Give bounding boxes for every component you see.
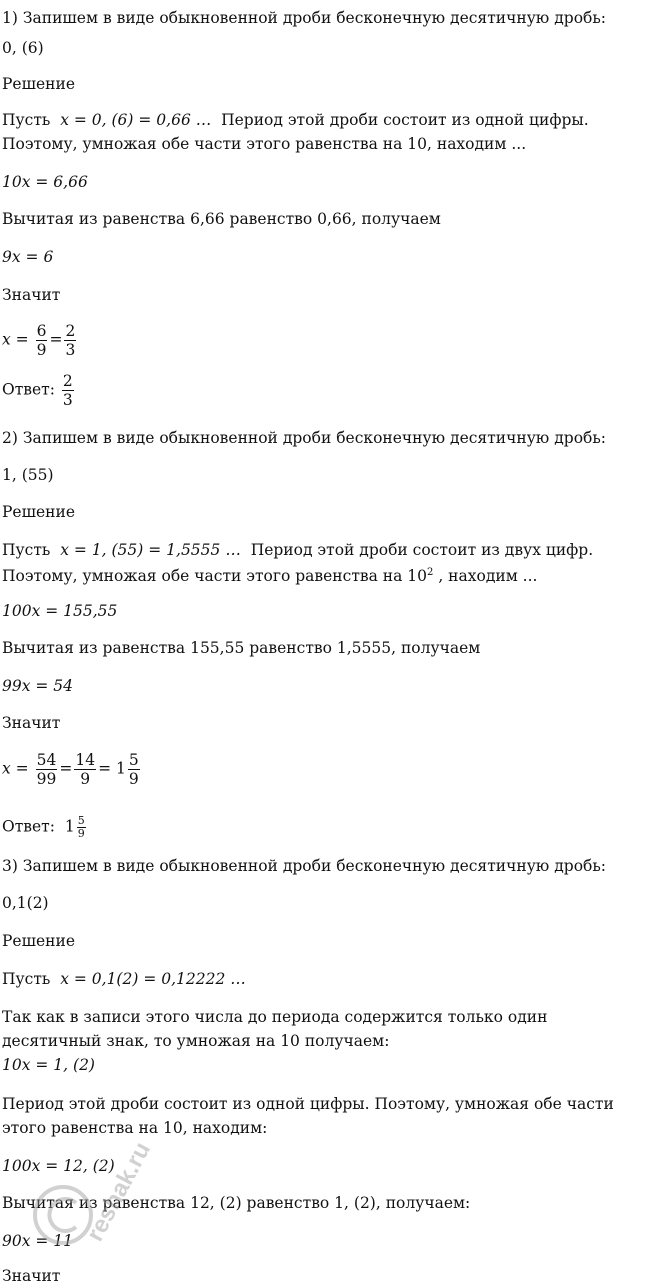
task-2-heading: 2) Запишем в виде обыкновенной дроби бесконечную десятичную дробь: bbox=[2, 429, 607, 447]
mixed-fraction: $\frac{5}{9}$ bbox=[128, 751, 139, 788]
task-2-given: 1, (55) bbox=[2, 466, 54, 484]
task-3-period-line-2: этого равенства на 10, находим: bbox=[2, 1119, 268, 1137]
task-1-heading: 1) Запишем в виде обыкновенной дроби бесконечную десятичную дробь: bbox=[2, 9, 607, 27]
task-1-equation-1: 10x = 6,66 bbox=[2, 173, 88, 191]
task-3-equation-3: 90x = 11 bbox=[2, 1232, 74, 1250]
x-lhs: x = bbox=[2, 330, 29, 349]
task-3-reason-line-2: десятичный знак, то умножая на 10 получаем: bbox=[2, 1032, 390, 1050]
task-3-reason-line-1: Так как в записи этого числа до периода содержится только один bbox=[2, 1008, 548, 1026]
task-3-given: 0,1(2) bbox=[2, 894, 49, 912]
answer-label: Ответ: bbox=[2, 817, 55, 836]
let-tail: Период этой дроби состоит из двух цифр. bbox=[250, 541, 594, 559]
task-1-result: x = $\frac{6}{9}$ = $\frac{2}{3}$ bbox=[2, 322, 76, 359]
watermark-text: reshak.ru bbox=[81, 1137, 157, 1246]
task-1-solution-label: Решение bbox=[2, 75, 76, 93]
let-word: Пусть bbox=[2, 541, 51, 559]
task-2-multiply-text: Поэтому, умножая обе части этого равенства на $10^2$ , находим ... bbox=[2, 567, 538, 585]
fraction-2-3: $\frac{2}{3}$ bbox=[65, 322, 76, 359]
task-3-hence-label: Значит bbox=[2, 1267, 61, 1285]
answer-fraction: $\frac{5}{9}$ bbox=[77, 814, 85, 840]
task-1-equation-2: 9x = 6 bbox=[2, 248, 54, 266]
task-1-answer bbox=[2, 372, 76, 409]
let-word: Пусть bbox=[2, 970, 51, 988]
x-lhs: x = bbox=[2, 759, 29, 778]
task-1-subtract-text: Вычитая из равенства 6,66 равенство 0,66, получаем bbox=[2, 210, 441, 228]
task-2-subtract-text: Вычитая из равенства 155,55 равенство 1,5555, получаем bbox=[2, 639, 481, 657]
task-3-solution-label: Решение bbox=[2, 932, 76, 950]
task-2-let-line bbox=[2, 540, 593, 560]
task-1-multiply-text: Поэтому, умножая обе части этого равенства на 10, находим ... bbox=[2, 135, 527, 153]
fraction-6-9: $\frac{6}{9}$ bbox=[36, 322, 47, 359]
answer-whole: 1 bbox=[64, 817, 75, 836]
task-1-let-line bbox=[2, 110, 589, 130]
task-3-let-line bbox=[2, 969, 246, 989]
task-3-subtract-text: Вычитая из равенства 12, (2) равенство 1, (2), получаем: bbox=[2, 1194, 471, 1212]
task-3-equation-1: 10x = 1, (2) bbox=[2, 1056, 95, 1074]
task-2-answer bbox=[2, 815, 88, 840]
power-2: 2 bbox=[427, 567, 434, 578]
let-tail: Период этой дроби состоит из одной цифры. bbox=[221, 111, 589, 129]
let-expression: x = 0,1(2) = 0,12222 … bbox=[60, 970, 246, 988]
task-2-solution-label: Решение bbox=[2, 503, 76, 521]
let-word: Пусть bbox=[2, 111, 51, 129]
let-expression: x = 1, (55) = 1,5555 … bbox=[60, 541, 241, 559]
task-2-equation-1: 100x = 155,55 bbox=[2, 602, 118, 620]
task-1-given: 0, (6) bbox=[2, 39, 44, 57]
task-3-equation-2: 100x = 12, (2) bbox=[2, 1157, 115, 1175]
fraction-14-9: $\frac{14}{9}$ bbox=[75, 751, 96, 788]
task-1-hence-label: Значит bbox=[2, 286, 61, 304]
task-2-equation-2: 99x = 54 bbox=[2, 677, 74, 695]
fraction-54-99: $\frac{54}{99}$ bbox=[36, 751, 57, 788]
task-2-hence-label: Значит bbox=[2, 714, 61, 732]
mixed-whole: 1 bbox=[115, 759, 126, 778]
task-2-result: x = $\frac{54}{99}$ = $\frac{14}{9}$ = 1 $\frac{5}{9}$ bbox=[2, 751, 139, 788]
answer-fraction: $\frac{2}{3}$ bbox=[62, 372, 73, 409]
task-3-heading: 3) Запишем в виде обыкновенной дроби бесконечную десятичную дробь: bbox=[2, 857, 607, 875]
answer-label: Ответ: bbox=[2, 380, 55, 399]
let-expression: x = 0, (6) = 0,66 … bbox=[60, 111, 212, 129]
task-3-period-line-1: Период этой дроби состоит из одной цифры. Поэтому, умножая обе части bbox=[2, 1095, 614, 1113]
